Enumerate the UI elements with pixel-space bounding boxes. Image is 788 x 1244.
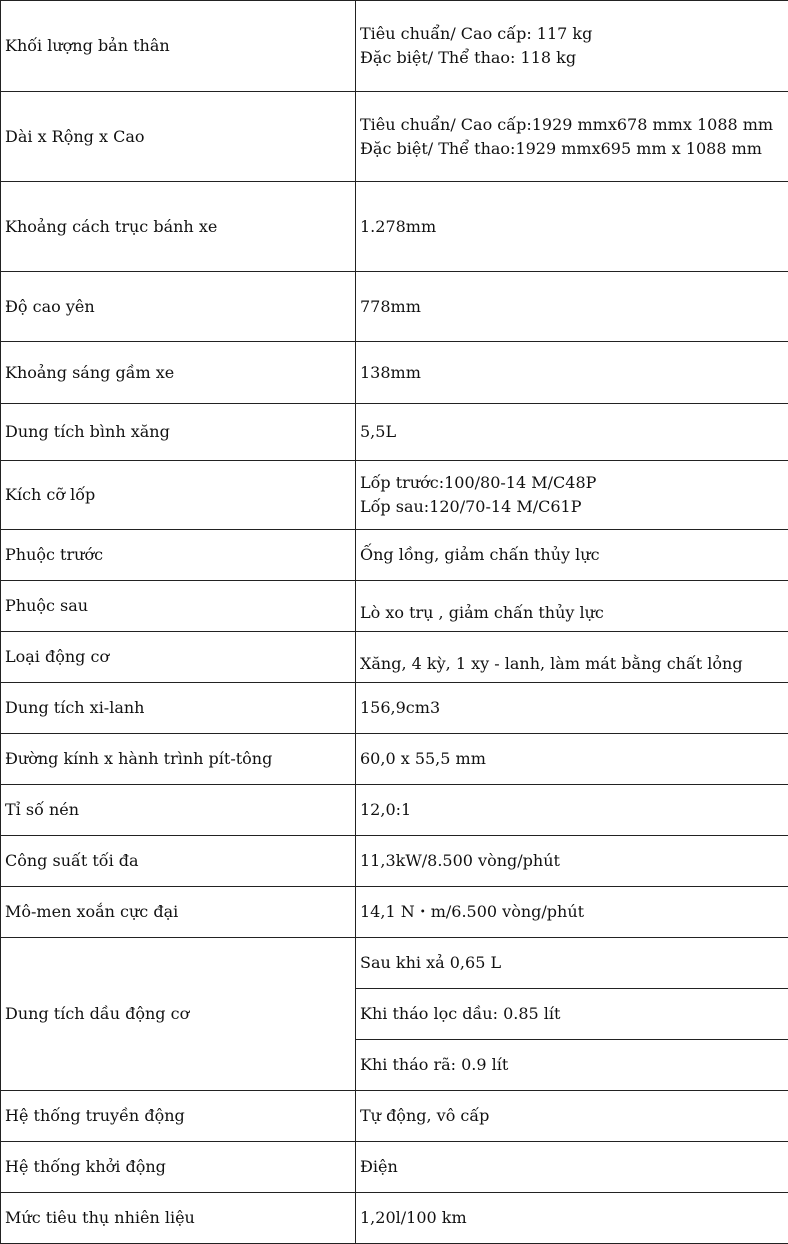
spec-value [356, 342, 788, 404]
spec-value [356, 683, 788, 734]
spec-label: Khoảng sáng gầm xe [1, 342, 356, 404]
spec-value [356, 836, 788, 887]
spec-row [1, 182, 788, 272]
spec-label: Đường kính x hành trình pít-tông [1, 734, 356, 785]
spec-row [1, 342, 788, 404]
spec-value-line: Điện [360, 1157, 398, 1176]
spec-row [1, 887, 788, 938]
spec-label: Kích cỡ lốp [1, 461, 356, 530]
spec-value-line: Ống lồng, giảm chấn thủy lực [360, 545, 600, 564]
spec-value [356, 734, 788, 785]
spec-label: Tỉ số nén [1, 785, 356, 836]
spec-value-line: Tiêu chuẩn/ Cao cấp:1929 mmx678 mmx 1088 mm [360, 114, 774, 134]
spec-value-line: Xăng, 4 kỳ, 1 xy - lanh, làm mát bằng chất lỏng [360, 654, 743, 673]
spec-row [1, 1, 788, 92]
spec-label: Mô-men xoắn cực đại [1, 887, 356, 938]
spec-row [1, 938, 788, 989]
spec-value-line: 60,0 x 55,5 mm [360, 749, 486, 768]
spec-value-line: 156,9cm3 [360, 698, 441, 717]
spec-label: Hệ thống truyền động [1, 1091, 356, 1142]
spec-value-line: Đặc biệt/ Thể thao:1929 mmx695 mm x 1088 mm [360, 138, 762, 158]
spec-value [356, 887, 788, 938]
spec-label: Phuộc trước [1, 530, 356, 581]
spec-row [1, 272, 788, 342]
spec-row [1, 683, 788, 734]
spec-label: Dung tích bình xăng [1, 404, 356, 461]
spec-label: Công suất tối đa [1, 836, 356, 887]
spec-value-line: Lò xo trụ , giảm chấn thủy lực [360, 603, 604, 622]
spec-row [1, 92, 788, 182]
spec-value-line: Sau khi xả 0,65 L [360, 953, 502, 972]
spec-value-line: 12,0:1 [360, 800, 412, 819]
spec-value-line: 11,3kW/8.500 vòng/phút [360, 851, 560, 870]
spec-row [1, 632, 788, 683]
spec-label: Độ cao yên [1, 272, 356, 342]
spec-row [1, 461, 788, 530]
spec-label: Hệ thống khởi động [1, 1142, 356, 1193]
spec-label: Khối lượng bản thân [1, 1, 356, 92]
spec-value [356, 530, 788, 581]
spec-row [1, 1091, 788, 1142]
spec-value [356, 1040, 788, 1091]
spec-value [356, 92, 788, 182]
spec-value-line: Khi tháo lọc dầu: 0.85 lít [360, 1004, 561, 1023]
spec-value-line: 14,1 N・m/6.500 vòng/phút [360, 902, 585, 921]
spec-row [1, 734, 788, 785]
spec-value [356, 461, 788, 530]
spec-label: Dung tích dầu động cơ [1, 938, 356, 1091]
spec-value-line: Đặc biệt/ Thể thao: 118 kg [360, 48, 577, 67]
spec-row [1, 836, 788, 887]
spec-value-line: Tự động, vô cấp [360, 1106, 490, 1125]
spec-value [356, 989, 788, 1040]
spec-row [1, 404, 788, 461]
spec-label: Mức tiêu thụ nhiên liệu [1, 1193, 356, 1244]
spec-value [356, 272, 788, 342]
spec-value [356, 1142, 788, 1193]
spec-row [1, 1142, 788, 1193]
spec-label: Loại động cơ [1, 632, 356, 683]
spec-label: Dài x Rộng x Cao [1, 92, 356, 182]
spec-label: Dung tích xi-lanh [1, 683, 356, 734]
spec-value-line: 138mm [360, 362, 421, 382]
spec-value-line: Khi tháo rã: 0.9 lít [360, 1055, 509, 1074]
spec-value-line: 1.278mm [360, 216, 437, 236]
spec-value [356, 938, 788, 989]
spec-value-line: 5,5L [360, 422, 397, 441]
spec-value [356, 1091, 788, 1142]
spec-value-line: Tiêu chuẩn/ Cao cấp: 117 kg [360, 24, 593, 43]
spec-value [356, 581, 788, 632]
spec-row [1, 1193, 788, 1244]
spec-row [1, 581, 788, 632]
spec-row [1, 785, 788, 836]
spec-value [356, 1, 788, 92]
spec-value-line: Lốp sau:120/70-14 M/C61P [360, 497, 582, 516]
spec-value [356, 785, 788, 836]
spec-value [356, 182, 788, 272]
spec-value-line: Lốp trước:100/80-14 M/C48P [360, 473, 597, 492]
spec-value-line: 1,20l/100 km [360, 1208, 467, 1227]
spec-value [356, 1193, 788, 1244]
spec-label: Phuộc sau [1, 581, 356, 632]
spec-label: Khoảng cách trục bánh xe [1, 182, 356, 272]
spec-row [1, 530, 788, 581]
spec-value [356, 632, 788, 683]
spec-value-line: 778mm [360, 296, 421, 316]
spec-value [356, 404, 788, 461]
